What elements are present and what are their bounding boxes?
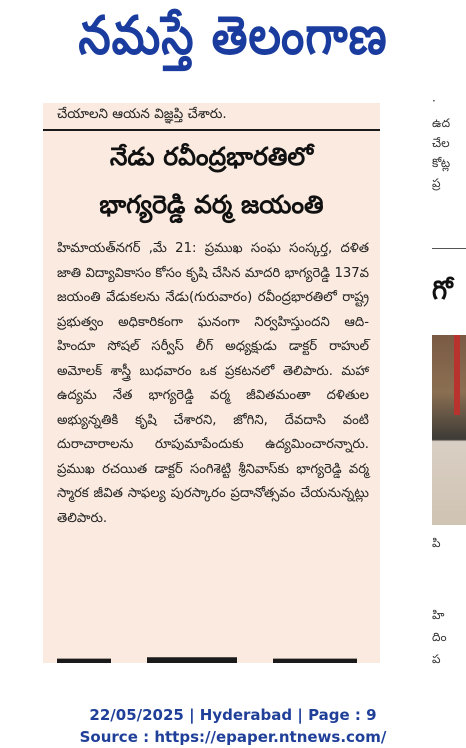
- side-fragment: ·: [432, 94, 436, 108]
- photo-caption: పి: [432, 536, 441, 550]
- side-fragment: కోట్ల: [432, 156, 451, 170]
- source-footer: [0, 704, 466, 748]
- masthead: [0, 0, 466, 84]
- article-column: [43, 103, 380, 663]
- side-fragment: ప: [432, 652, 441, 666]
- side-photo: [432, 335, 466, 525]
- side-fragment: దిం: [432, 630, 447, 644]
- source-url-line: Source : https://epaper.ntnews.com/: [79, 728, 387, 746]
- newspaper-title: నమస్తే తెలంగాణ: [78, 4, 388, 67]
- side-fragment: ఉద: [432, 116, 451, 130]
- side-fragment: చేల: [432, 136, 450, 150]
- headline-top-rule: [43, 129, 380, 131]
- headline-line-1: నేడు రవీంద్రభారతిలో: [109, 142, 314, 171]
- date-page-line: 22/05/2025 | Hyderabad | Page : 9: [89, 706, 377, 724]
- side-fragment: ప్ర: [432, 176, 441, 190]
- side-fragment: హి: [432, 608, 445, 622]
- side-heading: గో: [432, 276, 453, 306]
- headline-line-2: భాగ్యరెడ్డి వర్మ జయంతి: [99, 190, 324, 219]
- photo-flagpole: [454, 335, 460, 415]
- previous-article-tail: చేయాలని ఆయన విజ్ఞప్తి చేశారు.: [57, 106, 227, 122]
- article-body: హిమాయత్‌నగర్ ,మే 21: ప్రముఖ సంఘ సంస్కర్త, దళిత జాతి విద్యావికాసం కోసం కృషి చేసిన మాదరి భాగ్యరెడ్డి 137వ జయంతి వేడుకలను నేడు(గురువారం) రవీంద్రభారతిలో రాష్ట్ర ప్రభుత్వం అధికారికంగా ఘనంగా నిర్వహిస్తుందని ఆది- హిందూ సోషల్ సర్వీస్ లీగ్ అధ్యక్షుడు డాక్టర్ రాహుల్ అమోలక్ శాస్త్రీ బుధవారం ఒక ప్రకటనలో తెలిపారు. మహా ఉద్యమ నేత భాగ్యరెడ్డి వర్మ జీవితమంతా దళితుల అభ్యున్నతికి కృషి చేశారని, జోగిని, దేవదాసి వంటి దురాచారాలను రూపుమాపేందుకు ఉద్యమించారన్నారు. ప్రముఖ రచయిత డాక్టర్ సంగిశెట్టి శ్రీనివాస్‌కు భాగ్యరెడ్డి వర్మ స్మారక జీవిత సాఫల్య పురస్కారం ప్రదానోత్సవం చేయనున్నట్లు తెలిపారు.: [57, 241, 369, 526]
- side-divider: [432, 248, 466, 249]
- adjacent-column: [432, 90, 466, 690]
- next-headline-fragment: [57, 653, 357, 663]
